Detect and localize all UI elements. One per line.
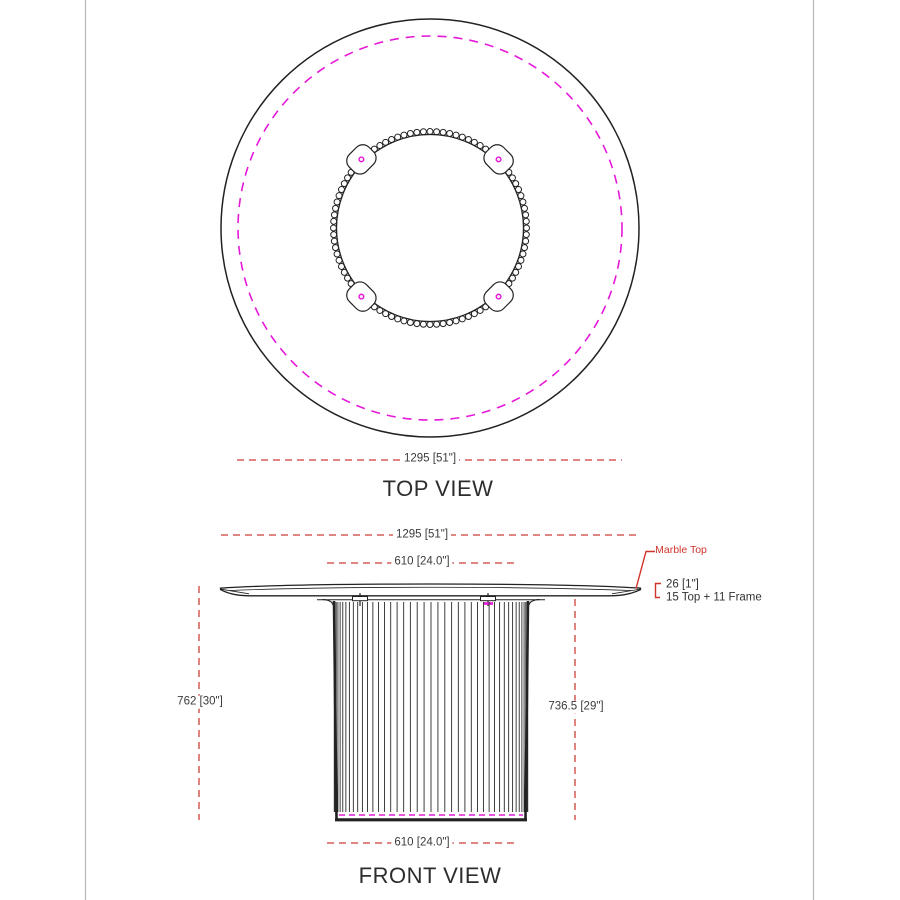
pedestal-top-width-dim: 610 [24.0"] [391,556,452,569]
tabletop-slab-outline [221,584,641,596]
top-thickness-note: 15 Top + 11 Frame [666,591,762,604]
front-view-title: FRONT VIEW [358,863,502,888]
pedestal-fluting [334,602,528,812]
overall-height-dim: 762 [30"] [174,696,226,709]
top-thickness-dim: 26 [1"] [666,578,699,591]
pedestal-bottom-width-dim: 610 [24.0"] [391,837,452,850]
top-view-diameter-dim: 1295 [51"] [401,453,459,466]
top-view-drawing [221,19,639,460]
marble-top-callout: Marble Top [655,544,707,557]
thickness-bracket-glyph [656,584,662,598]
marble-top-leader-line [636,552,655,589]
underside-height-dim: 736.5 [29"] [545,701,606,714]
top-view-title: TOP VIEW [382,476,494,501]
front-width-dim: 1295 [51"] [393,529,451,542]
pedestal-front [323,599,540,819]
front-view-drawing [199,535,661,843]
